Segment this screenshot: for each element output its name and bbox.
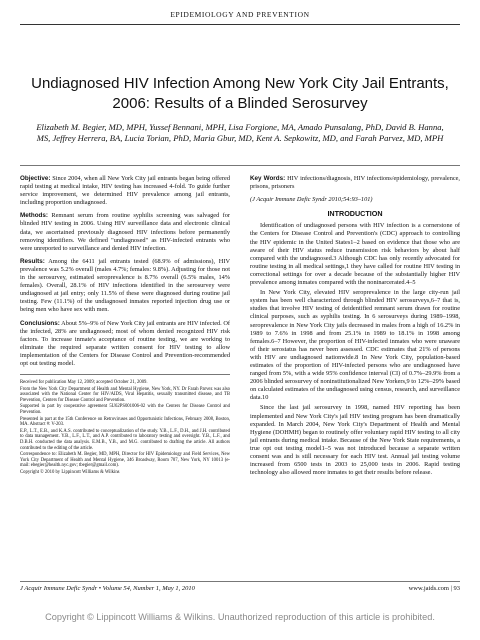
intro-paragraph: Since the last jail serosurvey in 1998, named HIV reporting has been implemented and New York City's jail HIV testing program has been dramatically expanded. In March 2004, New York City's Department of Health and Mental Hygiene (DOHMH) began to routinely offer voluntary rapid HIV testing to all city jail entrants during medical intake. Because of the New York State requirements, a true opt out testing model1–5 was not introduced because a separate written consent was and is still necessary for each HIV test. Annual jail testing volume increased from 6500 tests in 2003 to 25,000 tests in 2006. Rapid testing technology also allowed more inmates to get their results before release. <box>250 404 460 477</box>
article-notes <box>20 380 230 476</box>
note-received: Received for publication May 12, 2009; accepted October 21, 2009. <box>20 380 148 386</box>
abstract-conclusions <box>20 320 230 369</box>
author-list: Elizabeth M. Begier, MD, MPH, Yussef Bennani, MPH, Lisa Forgione, MA, Amado Punsalang, PhD, David B. Hanna, MS, Jeffrey Herrera, BA, Lucia Torian, PhD, Maria Gbur, MD, Kent A. Sepkowitz, MD, and Farah Parvez, MD, MPH <box>36 122 444 143</box>
footer-rule <box>20 581 460 582</box>
intro-paragraph: Identification of undiagnosed persons with HIV infection is a cornerstone of the Centers for Disease Control and Prevention's (CDC) approach to controlling the HIV epidemic in the United States1–2 based on evidence that those who are aware of their HIV status reduce transmission risk behaviors by about half compared with the undiagnosed.3 Although CDC has only recently advocated for routine testing in all medical settings,1 they have called for routine HIV testing in correctional settings for over a decade because of the substantially higher HIV prevalence among inmates compared with the noninarcerated.4–5 <box>250 222 460 287</box>
introduction-body <box>250 222 460 477</box>
abstract-results <box>20 258 230 315</box>
abstract-methods <box>20 212 230 252</box>
journal-citation: (J Acquir Immune Defic Syndr 2010;54:93–101) <box>250 196 373 204</box>
note-correspondence: Correspondence to: Elizabeth M. Begier, MD, MPH, Director for HIV Epidemiology and Field Services, New York City Department of Health and Mental Hygiene, 346 Broadway, Room 707, New York, NY 10013 (e-mail: ebegier@health.nyc.gov; tbegier@gmail.com). <box>20 452 230 469</box>
objective-text: Since 2004, when all New York City jail entrants began being offered rapid testing at medical intake, HIV testing has increased 4-fold. To guide further service improvement, we determined HIV prevalence among jail entrants, including proportion undiagnosed. <box>20 175 230 207</box>
conclusions-label: Conclusions: <box>20 319 60 327</box>
left-column <box>20 175 230 477</box>
methods-text: Remnant serum from routine syphilis screening was salvaged for blinded HIV testing in 2006. Using HIV surveillance data and electronic clinical data, we ascertained previously diagnosed HIV infections before permanently removing identifiers. We defined "undiagnosed" as HIV-infected entrants who were unreported to surveillance and denied HIV infection. <box>20 212 230 252</box>
objective-label: Objective: <box>20 175 51 182</box>
intro-paragraph: In New York City, elevated HIV seroprevalence in the large city-run jail system has been well characterized through blinded HIV serosurveys,6–7 that is, studies that involve HIV testing of deidentified remnant serum drawn for routine clinical purposes, such as syphilis testing. In 6 serosurveys during 1989–1998, seroprevalence in New York City jails decreased in males from a high of 16.2% in 1989 to 7.6% in 1998 and from 25.1% in 1989 to 18.1% in 1998 among females.6–7 However, the proportion of HIV-infected inmates who were unaware of their serostatus has never been assessed. CDC estimates that 21% of persons with HIV are undiagnosed nationwide.8 In New York City, population-based estimates of the proportion of HIV-infected persons who are undiagnosed have ranged from 5%, with a wide 95% confidence interval (CI) of 0.7%–29.9% from a 2006 blinded serosurvey of noninstitutionalized New Yorkers,9 to 12%–29% based on calculated estimates of the undiagnosed using census, research, and surveillance data.10 <box>250 289 460 402</box>
note-contributions: E.P., L.T., E.B., and K.A.S. contributed to conceptualization of the study. Y.B., L.F., D.H., and J.H. contributed to data management. Y.B., L.F., L.T., and A.P. contributed to laboratory testing and oversight. Y.B., L.F., and D.B.H. conducted the data analysis. E.M.B., Y.B., and M.G. contributed to drafting the article. All authors contributed to the editing of the article. <box>20 428 230 451</box>
conclusions-text: About 5%–9% of New York City jail entrants are HIV infected. Of the infected, 28% are undiagnosed; most of whom denied recognized HIV risk factors. To increase inmate's acceptance of routine testing, we are working to eliminate the required separate written consent for HIV testing to allow implementation of the Centers for Disease Control and Prevention-recommended opt out testing model. <box>20 319 230 367</box>
methods-label: Methods: <box>20 212 48 220</box>
note-affiliation: From the New York City Department of Health and Mental Hygiene, New York, NY. Dr Farah Parvez was also associated with the National Center for HIV/AIDS, Viral Hepatitis, sexually transmitted disease, and TB Prevention, Centers for Disease Control and Prevention. <box>20 386 230 403</box>
note-support: Supported in part by cooperative agreement 5U62PS001006-02 with the Centers for Disease Control and Prevention. <box>20 404 230 416</box>
note-copyright: Copyright © 2010 by Lippincott Williams & Wilkins <box>20 469 120 475</box>
copyright-notice: Copyright © Lippincott Williams & Wilkins. Unauthorized reproduction of this article is prohibited. <box>45 612 435 622</box>
keywords-label: Key Words: <box>250 175 286 182</box>
journal-footer: J Acquir Immune Defic Syndr • Volume 54, Number 1, May 1, 2010 <box>20 585 195 592</box>
results-text: Among the 6411 jail entrants tested (68.9% of admissions), HIV prevalence was 5.2% overall (males 4.7%; females: 9.8%). Adjusting for those not in the serosurvey, estimated seroprevalence is 8.7% overall (6.5% males, 14% females). Overall, 28.1% of HIV infections identified in the serosurvey were undiagnosed at jail entry; only 11.5% of these were diagnosed during routine jail testing. Few (11.1%) of the undiagnosed inmates reported injection drug use or being men who have sex with men. <box>20 257 231 314</box>
notes-divider <box>20 374 230 375</box>
note-presented: Presented in part at the 15th Conference on Retroviruses and Opportunistic Infections, February 2008, Boston, MA. Abstract #: V-203. <box>20 416 230 428</box>
section-header: EPIDEMIOLOGY AND PREVENTION <box>170 10 310 19</box>
article-title: Undiagnosed HIV Infection Among New York City Jail Entrants, 2006: Results of a Blinded Serosurvey <box>31 75 449 112</box>
abstract-objective <box>20 175 230 207</box>
introduction-heading: INTRODUCTION <box>327 209 383 219</box>
header-rule <box>20 24 460 25</box>
keywords-text: HIV infections/diagnosis, HIV infections/epidemiology, prevalence, prisons, prisoners <box>250 175 461 191</box>
right-column <box>250 175 460 479</box>
results-label: Results: <box>20 257 45 265</box>
site-page-footer: www.jaids.com | 93 <box>408 585 460 592</box>
title-divider <box>20 165 460 166</box>
keywords <box>250 175 460 191</box>
